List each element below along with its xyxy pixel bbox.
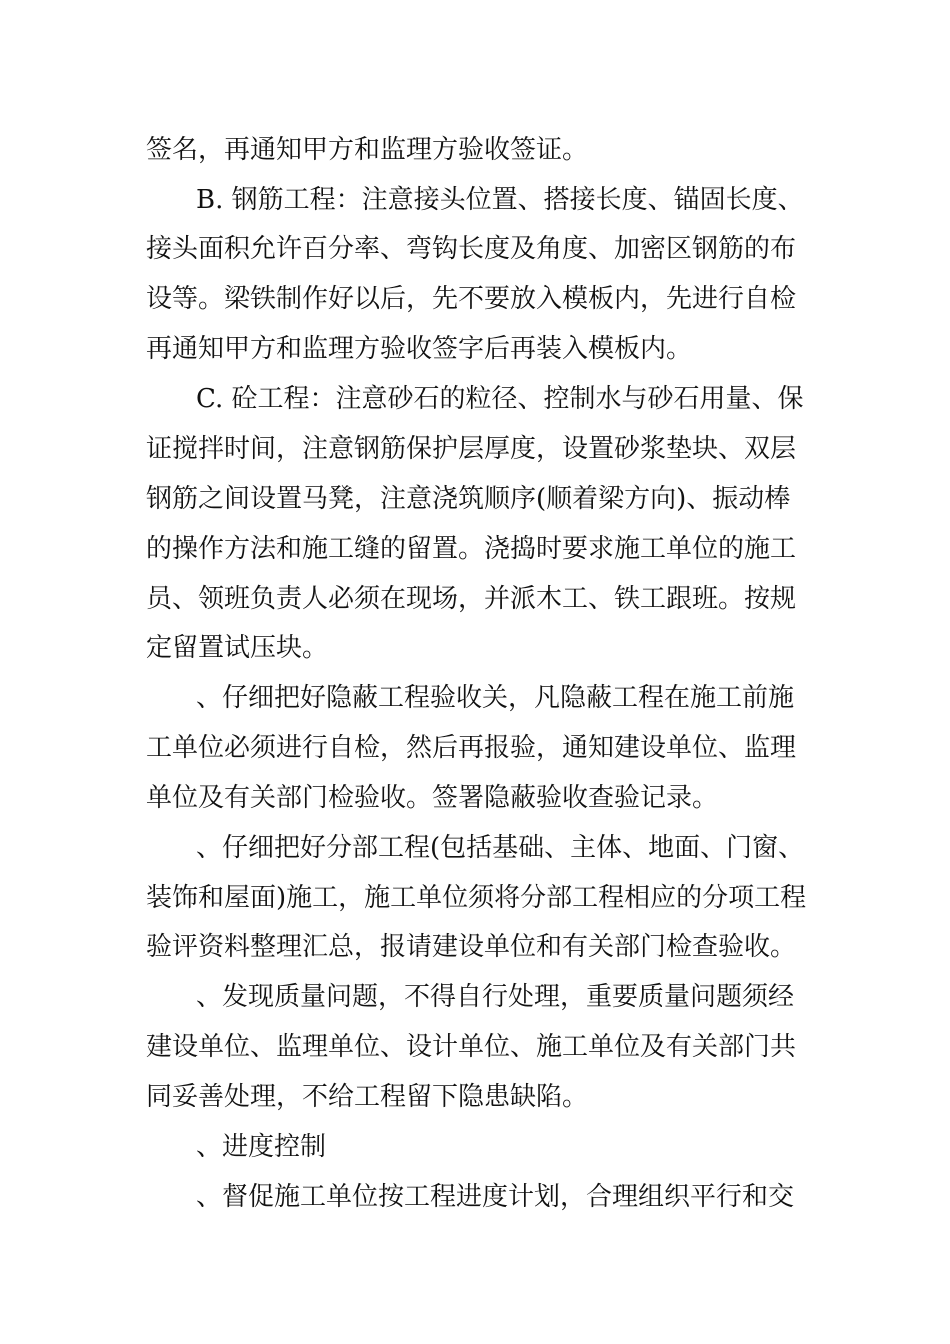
text-line: 验评资料整理汇总，报请建设单位和有关部门检查验收。 [146, 932, 797, 962]
text-line: 员、领班负责人必须在现场，并派木工、铁工跟班。按规 [146, 584, 797, 614]
text-line: 、仔细把好分部工程(包括基础、主体、地面、门窗、 [196, 833, 805, 863]
text-line: 、仔细把好隐蔽工程验收关，凡隐蔽工程在施工前施 [196, 683, 795, 713]
text-line: 同妥善处理，不给工程留下隐患缺陷。 [146, 1082, 589, 1112]
text-line: 签名，再通知甲方和监理方验收签证。 [146, 135, 589, 165]
text-line: 定留置试压块。 [146, 633, 329, 663]
text-line: 钢筋之间设置马凳，注意浇筑顺序(顺着梁方向)、振动棒 [146, 484, 791, 514]
text-line: 单位及有关部门检验收。签署隐蔽验收查验记录。 [146, 783, 719, 813]
text-line: 工单位必须进行自检，然后再报验，通知建设单位、监理 [146, 733, 797, 763]
text-line: C. 砼工程：注意砂石的粒径、控制水与砂石用量、保 [196, 384, 804, 414]
text-line: 、进度控制 [196, 1132, 327, 1162]
text-line: 装饰和屋面)施工，施工单位须将分部工程相应的分项工程 [146, 883, 807, 913]
text-line: 接头面积允许百分率、弯钩长度及角度、加密区钢筋的布 [146, 234, 797, 264]
text-line: 、发现质量问题，不得自行处理，重要质量问题须经 [196, 982, 795, 1012]
text-line: 证搅拌时间，注意钢筋保护层厚度，设置砂浆垫块、双层 [146, 434, 797, 464]
text-line: 再通知甲方和监理方验收签字后再装入模板内。 [146, 334, 693, 364]
text-line: 、督促施工单位按工程进度计划，合理组织平行和交 [196, 1182, 795, 1212]
text-line: B. 钢筋工程：注意接头位置、搭接长度、锚固长度、 [196, 185, 804, 215]
text-line: 建设单位、监理单位、设计单位、施工单位及有关部门共 [146, 1032, 797, 1062]
text-line: 设等。梁铁制作好以后，先不要放入模板内，先进行自检 [146, 284, 797, 314]
text-line: 的操作方法和施工缝的留置。浇捣时要求施工单位的施工 [146, 534, 797, 564]
